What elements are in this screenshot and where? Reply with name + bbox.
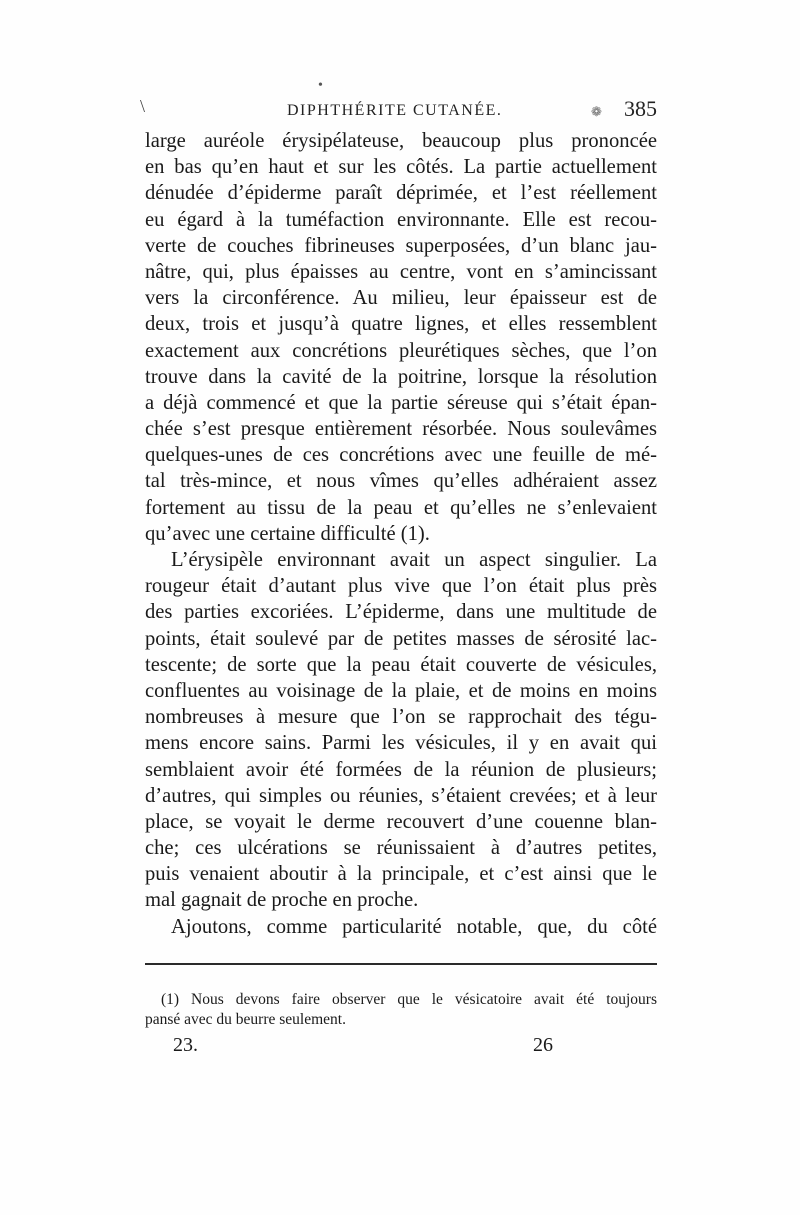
text-line: rougeur était d’autant plus vive que l’on était plus près (145, 575, 657, 598)
paragraph-start-line: Ajoutons, comme particularité notable, que, du côté (171, 915, 657, 938)
footnote-line: (1) Nous devons faire observer que le vésicatoire avait été toujours (161, 991, 657, 1008)
text-line: mal gagnait de proche en proche. (145, 889, 419, 912)
text-line: tescente; de sorte que la peau était couverte de vésicules, (145, 653, 657, 676)
text-line: semblaient avoir été formées de la réunion de plusieurs; (145, 758, 657, 781)
text-line: nombreuses à mesure que l’on se rapprochait des tégu- (145, 706, 657, 729)
dot-mark: • (318, 78, 323, 93)
text-line: qu’avec une certaine difficulté (1). (145, 522, 430, 545)
text-line: tal très-mince, et nous vîmes qu’elles adhéraient assez (145, 470, 657, 493)
paragraph-start-line: L’érysipèle environnant avait un aspect singulier. La (171, 549, 657, 571)
text-line: che; ces ulcérations se réunissaient à d’autres petites, (145, 837, 657, 860)
footnote-line: pansé avec du beurre seulement. (145, 1011, 346, 1028)
text-line: eu égard à la tuméfaction environnante. Elle est recou- (145, 208, 657, 231)
signature-line (145, 1034, 657, 1058)
footnote-rule (145, 963, 657, 965)
text-line: place, se voyait le derme recouvert d’une couenne blan- (145, 810, 657, 833)
running-head (145, 98, 657, 126)
text-line: large auréole érysipélateuse, beaucoup plus prononcée (145, 130, 657, 152)
text-line: vers la circonférence. Au milieu, leur épaisseur est de (145, 287, 657, 310)
signature-mark-right: 26 (533, 1034, 553, 1056)
text-line: points, était soulevé par de petites masses de sérosité lac- (145, 627, 657, 650)
text-line: quelques-unes de ces concrétions avec une feuille de mé- (145, 444, 657, 467)
body-text (145, 128, 657, 940)
text-line: a déjà commencé et que la partie séreuse qui s’était épan- (145, 391, 657, 414)
running-title: DIPHTHÉRITE CUTANÉE. (287, 102, 503, 119)
text-line: en bas qu’en haut et sur les côtés. La partie actuellement (145, 156, 657, 179)
text-line: des parties excoriées. L’épiderme, dans une multitude de (145, 601, 657, 624)
footnote (145, 990, 657, 1030)
text-line: exactement aux concrétions pleurétiques sèches, que l’on (145, 339, 657, 362)
text-line: fortement au tissu de la peau et qu’elles ne s’enlevaient (145, 496, 657, 519)
text-line: nâtre, qui, plus épaisses au centre, vont en s’amincissant (145, 260, 657, 283)
text-line: trouve dans la cavité de la poitrine, lorsque la résolution (145, 365, 657, 388)
text-line: deux, trois et jusqu’à quatre lignes, et elles ressemblent (145, 313, 657, 336)
text-line: puis venaient aboutir à la principale, et c’est ainsi que le (145, 863, 657, 886)
ornament-icon: ❁ (591, 104, 602, 119)
text-line: mens encore sains. Parmi les vésicules, il y en avait qui (145, 732, 657, 755)
text-line: d’autres, qui simples ou réunies, s’étaient crevées; et à leur (145, 784, 657, 807)
text-line: verte de couches fibrineuses superposées, d’un blanc jau- (145, 234, 657, 257)
signature-mark-left: 23. (173, 1034, 198, 1056)
stray-mark: \ (140, 96, 146, 116)
text-line: confluentes au voisinage de la plaie, et de moins en moins (145, 679, 657, 702)
text-line: dénudée d’épiderme paraît déprimée, et l’est réellement (145, 182, 657, 205)
text-line: chée s’est presque entièrement résorbée. Nous soulevâmes (145, 418, 657, 441)
page-number: 385 (624, 96, 657, 121)
